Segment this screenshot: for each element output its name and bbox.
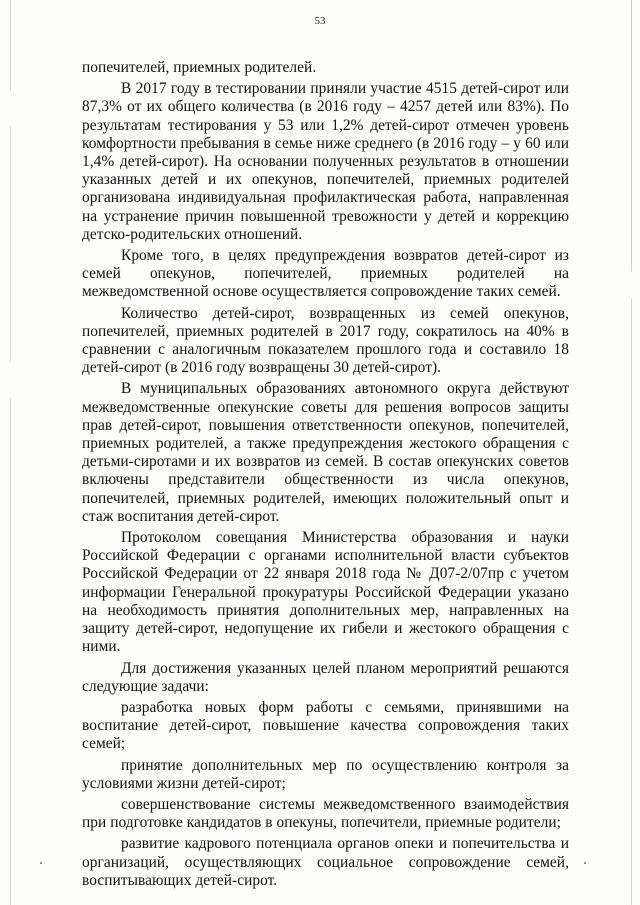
document-body	[82, 59, 569, 890]
task-item-staff-development: развитие кадрового потенциала органов опеки и попечительства и организаций, осуществляющих социальное сопровождение семей, воспитывающих детей-сирот.	[82, 835, 569, 889]
paragraph-guardianship-councils: В муниципальных образованиях автономного округа действуют межведомственные опекунские советы для решения вопросов защиты прав детей-сирот, повышения ответственности опекунов, попечителей, приемных родителей, а также предупреждения жестокого обращения с детьми-сиротами и их возвратов из семей. В состав опекунских советов включены представители общественности из числа опекунов, попечителей, приемных родителей, имеющих положительный опыт и стаж воспитания детей-сирот.	[82, 380, 569, 525]
paragraph-tasks-intro: Для достижения указанных целей планом мероприятий решаются следующие задачи:	[82, 659, 569, 695]
paragraph-family-support: Кроме того, в целях предупреждения возвратов детей-сирот из семей опекунов, попечителей, приемных родителей на межведомственной основе осуществляется сопровождение таких семей.	[82, 247, 569, 301]
task-item-new-forms: разработка новых форм работы с семьями, принявшими на воспитание детей-сирот, повышение качества сопровождения таких семей;	[82, 698, 569, 753]
scan-speck	[584, 862, 586, 864]
paragraph-continuation: попечителей, приемных родителей.	[82, 59, 317, 76]
paragraph-testing-results: В 2017 году в тестировании приняли участие 4515 детей-сирот или 87,3% от их общего количества (в 2016 году – 4257 детей или 83%). По результатам тестирования у 53 или 1,2% детей-сирот отмечен уровень комфортности пребывания в семье ниже среднего (в 2016 году – у 60 или 1,4% детей-сирот). На основании полученных результатов в отношении указанных детей и их опекунов, попечителей, приемных родителей организована индивидуальная профилактическая работа, направленная на устранение причин повышенной тревожности у детей и коррекцию детско-родительских отношений.	[82, 80, 569, 243]
task-item-control-measures: принятие дополнительных мер по осуществлению контроля за условиями жизни детей-сирот;	[82, 756, 569, 792]
scan-speck	[40, 862, 42, 864]
paragraph-returns-count: Количество детей-сирот, возвращенных из семей опекунов, попечителей, приемных родителей в 2017 году, сократилось на 40% в сравнении с аналогичным показателем прошлого года и составило 18 детей-сирот (в 2016 году возвращены 30 детей-сирот).	[82, 304, 569, 377]
page-number: 53	[314, 15, 326, 27]
paragraph-ministry-protocol: Протоколом совещания Министерства образования и науки Российской Федерации с органами исполнительной власти субъектов Российской Федерации от 22 января 2018 года № Д07-2/07пр с учетом информации Генеральной прокуратуры Российской Федерации указано на необходимость принятия дополнительных мер, направленных на защиту детей-сирот, недопущение их гибели и жестокого обращения с ними.	[82, 529, 569, 656]
scan-edge-right	[631, 0, 632, 905]
scan-edge-left	[10, 0, 11, 905]
task-item-interagency-system: совершенствование системы межведомственного взаимодействия при подготовке кандидатов в опекуны, попечители, приемные родители;	[82, 795, 569, 832]
